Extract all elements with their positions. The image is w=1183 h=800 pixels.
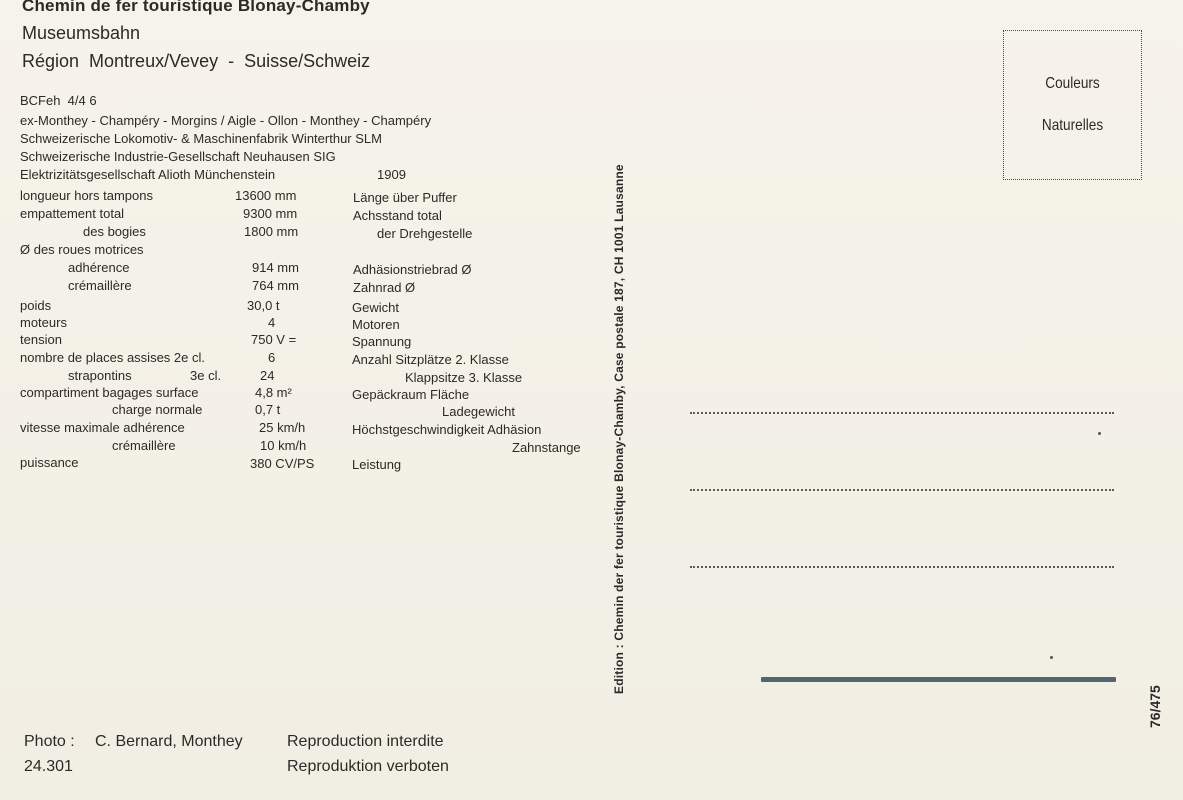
spec-label-fr: crémaillère [68,278,132,293]
spec-value: 764 mm [252,278,299,293]
spec-label-fr: compartiment bagages surface [20,385,199,400]
spec-label-de: Leistung [352,457,402,472]
stamp-box-line2: Naturelles [1041,117,1104,134]
stamp-box-line1: Couleurs [1045,75,1100,92]
spec-label-fr: adhérence [68,260,130,275]
spec-value: 914 mm [252,260,299,275]
spec-class-label: 3e cl. [190,368,222,383]
spec-value: 25 km/h [259,420,306,435]
builder-alioth: Elektrizitätsgesellschaft Alioth Münchenstein [20,167,276,182]
spec-label-de: Zahnrad Ø [353,280,416,295]
spec-label-fr: nombre de places assises 2e cl. [20,350,205,365]
spec-label-fr: longueur hors tampons [20,188,153,203]
spec-value: 380 CV/PS [250,456,315,471]
card-code: 76/475 [1147,685,1163,728]
spec-label-fr: moteurs [20,315,67,330]
spec-value: 1800 mm [244,224,299,239]
spec-label-fr: crémaillère [112,438,176,453]
spec-value: 30,0 t [247,298,280,313]
card-title: Chemin de fer touristique Blonay-Chamby [22,0,370,15]
locomotive-origin: ex-Monthey - Champéry - Morgins / Aigle - Ollon - Monthey - Champéry [20,113,432,128]
print-speck [1098,432,1101,435]
spec-label-de: Höchstgeschwindigkeit Adhäsion [352,422,542,437]
spec-label-fr: strapontins [68,368,132,383]
spec-label-de: Klappsitze 3. Klasse [405,370,523,385]
address-line [690,566,1114,568]
spec-label-de: Gepäckraum Fläche [352,387,470,402]
photo-label: Photo : [24,733,75,750]
copyright-fr: Reproduction interdite [287,733,444,750]
spec-label-fr: poids [20,298,52,313]
spec-label-fr: Ø des roues motrices [20,242,144,257]
copyright-de: Reproduktion verboten [287,758,449,775]
builder-slm: Schweizerische Lokomotiv- & Maschinenfabrik Winterthur SLM [20,131,382,146]
spec-label-de: Ladegewicht [442,404,515,419]
spec-label-de: Achsstand total [353,208,442,223]
address-line-solid [761,677,1116,682]
card-number: 24.301 [24,758,73,775]
spec-label-de: Adhäsionstriebrad Ø [353,262,472,277]
address-line [690,489,1114,491]
spec-value: 750 V = [251,332,297,347]
spec-label-de: Anzahl Sitzplätze 2. Klasse [352,352,509,367]
address-line [690,412,1114,414]
spec-label-de: Zahnstange [512,440,581,455]
card-region: Région Montreux/Vevey - Suisse/Schweiz [22,51,371,71]
spec-value: 4 [268,315,276,330]
spec-label-de: Gewicht [352,300,399,315]
photographer: C. Bernard, Monthey [95,733,243,750]
edition-text: Edition : Chemin der fer touristique Blonay-Chamby, Case postale 187, CH 1001 Lausanne [612,164,626,694]
stamp-box [1003,30,1142,180]
build-year: 1909 [377,167,406,182]
spec-value: 10 km/h [260,438,307,453]
spec-label-fr: empattement total [20,206,125,221]
spec-label-de: Motoren [352,317,400,332]
card-subtitle: Museumsbahn [22,23,141,43]
spec-value: 6 [268,350,276,365]
spec-label-de: der Drehgestelle [377,226,473,241]
spec-value: 4,8 m² [255,385,292,400]
spec-label-fr: puissance [20,455,79,470]
spec-value: 0,7 t [255,402,281,417]
spec-label-fr: des bogies [83,224,146,239]
print-speck [1050,656,1053,659]
builder-sig: Schweizerische Industrie-Gesellschaft Neuhausen SIG [20,149,336,164]
spec-value: 13600 mm [235,188,297,203]
spec-label-fr: vitesse maximale adhérence [20,420,185,435]
spec-label-fr: charge normale [112,402,203,417]
locomotive-model: BCFeh 4/4 6 [20,93,97,108]
spec-label-de: Spannung [352,334,412,349]
spec-label-fr: tension [20,332,62,347]
spec-value: 9300 mm [243,206,298,221]
spec-value: 24 [260,368,275,383]
spec-label-de: Länge über Puffer [353,190,457,205]
